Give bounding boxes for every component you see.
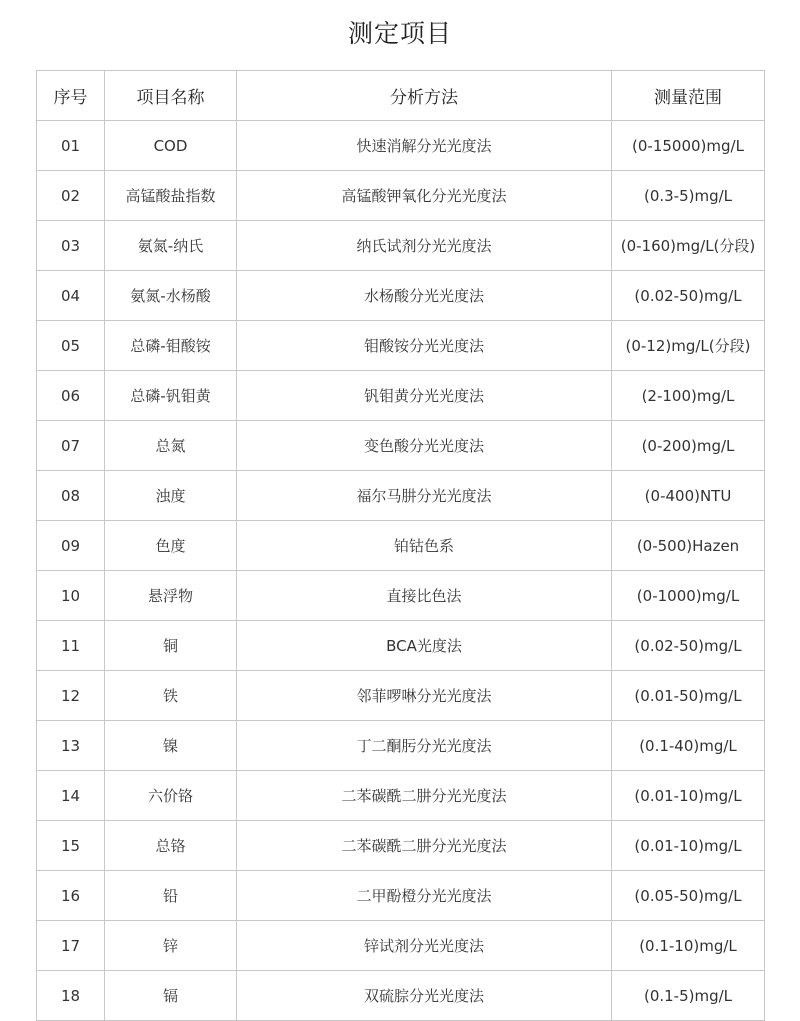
cell-item-name: 锌	[105, 921, 237, 971]
cell-item-name: 镍	[105, 721, 237, 771]
cell-item-name: 镉	[105, 971, 237, 1021]
cell-analysis-method: 锌试剂分光光度法	[237, 921, 612, 971]
table-header-row	[37, 71, 765, 121]
cell-measurement-range: (0.1-10)mg/L	[612, 921, 765, 971]
cell-item-name: COD	[105, 121, 237, 171]
cell-serial-number: 13	[37, 721, 105, 771]
cell-analysis-method: 二甲酚橙分光光度法	[237, 871, 612, 921]
cell-item-name: 总铬	[105, 821, 237, 871]
cell-serial-number: 08	[37, 471, 105, 521]
cell-serial-number: 14	[37, 771, 105, 821]
cell-measurement-range: (0-200)mg/L	[612, 421, 765, 471]
table-row	[37, 671, 765, 721]
cell-item-name: 铅	[105, 871, 237, 921]
cell-analysis-method: 钒钼黄分光光度法	[237, 371, 612, 421]
cell-analysis-method: 纳氏试剂分光光度法	[237, 221, 612, 271]
cell-item-name: 氨氮-纳氏	[105, 221, 237, 271]
cell-analysis-method: 快速消解分光光度法	[237, 121, 612, 171]
cell-serial-number: 12	[37, 671, 105, 721]
cell-analysis-method: 丁二酮肟分光光度法	[237, 721, 612, 771]
table-row	[37, 771, 765, 821]
cell-measurement-range: (0.01-10)mg/L	[612, 771, 765, 821]
table-row	[37, 571, 765, 621]
cell-serial-number: 16	[37, 871, 105, 921]
cell-analysis-method: 钼酸铵分光光度法	[237, 321, 612, 371]
cell-measurement-range: (2-100)mg/L	[612, 371, 765, 421]
cell-item-name: 高锰酸盐指数	[105, 171, 237, 221]
cell-serial-number: 04	[37, 271, 105, 321]
table-row	[37, 171, 765, 221]
cell-measurement-range: (0.02-50)mg/L	[612, 621, 765, 671]
cell-measurement-range: (0.01-50)mg/L	[612, 671, 765, 721]
cell-measurement-range: (0-500)Hazen	[612, 521, 765, 571]
measurement-items-table	[36, 70, 765, 1021]
table-row	[37, 121, 765, 171]
cell-analysis-method: 铂钴色系	[237, 521, 612, 571]
cell-measurement-range: (0-15000)mg/L	[612, 121, 765, 171]
cell-analysis-method: 二苯碳酰二肼分光光度法	[237, 821, 612, 871]
cell-analysis-method: 福尔马肼分光光度法	[237, 471, 612, 521]
cell-item-name: 六价铬	[105, 771, 237, 821]
table-row	[37, 721, 765, 771]
cell-serial-number: 09	[37, 521, 105, 571]
cell-analysis-method: BCA光度法	[237, 621, 612, 671]
cell-measurement-range: (0.1-40)mg/L	[612, 721, 765, 771]
cell-measurement-range: (0-160)mg/L(分段)	[612, 221, 765, 271]
cell-analysis-method: 双硫腙分光光度法	[237, 971, 612, 1021]
cell-analysis-method: 高锰酸钾氧化分光光度法	[237, 171, 612, 221]
header-analysis-method: 分析方法	[237, 71, 612, 121]
table-row	[37, 921, 765, 971]
table-row	[37, 521, 765, 571]
table-row	[37, 221, 765, 271]
cell-measurement-range: (0-400)NTU	[612, 471, 765, 521]
cell-serial-number: 15	[37, 821, 105, 871]
cell-item-name: 总磷-钼酸铵	[105, 321, 237, 371]
cell-measurement-range: (0.3-5)mg/L	[612, 171, 765, 221]
table-row	[37, 471, 765, 521]
table-row	[37, 621, 765, 671]
cell-item-name: 色度	[105, 521, 237, 571]
cell-measurement-range: (0.1-5)mg/L	[612, 971, 765, 1021]
table-row	[37, 821, 765, 871]
cell-analysis-method: 直接比色法	[237, 571, 612, 621]
cell-measurement-range: (0.05-50)mg/L	[612, 871, 765, 921]
table-row	[37, 371, 765, 421]
cell-analysis-method: 水杨酸分光光度法	[237, 271, 612, 321]
cell-analysis-method: 二苯碳酰二肼分光光度法	[237, 771, 612, 821]
header-serial-number: 序号	[37, 71, 105, 121]
cell-item-name: 浊度	[105, 471, 237, 521]
cell-serial-number: 02	[37, 171, 105, 221]
cell-serial-number: 11	[37, 621, 105, 671]
header-measurement-range: 测量范围	[612, 71, 765, 121]
cell-measurement-range: (0-1000)mg/L	[612, 571, 765, 621]
cell-serial-number: 18	[37, 971, 105, 1021]
cell-serial-number: 01	[37, 121, 105, 171]
cell-serial-number: 17	[37, 921, 105, 971]
cell-serial-number: 03	[37, 221, 105, 271]
cell-serial-number: 06	[37, 371, 105, 421]
cell-measurement-range: (0.02-50)mg/L	[612, 271, 765, 321]
header-item-name: 项目名称	[105, 71, 237, 121]
table-row	[37, 421, 765, 471]
cell-item-name: 总磷-钒钼黄	[105, 371, 237, 421]
table-row	[37, 271, 765, 321]
cell-analysis-method: 变色酸分光光度法	[237, 421, 612, 471]
cell-serial-number: 05	[37, 321, 105, 371]
cell-serial-number: 10	[37, 571, 105, 621]
cell-serial-number: 07	[37, 421, 105, 471]
table-body	[37, 121, 765, 1021]
cell-item-name: 铜	[105, 621, 237, 671]
cell-item-name: 总氮	[105, 421, 237, 471]
cell-analysis-method: 邻菲啰啉分光光度法	[237, 671, 612, 721]
table-row	[37, 871, 765, 921]
table-row	[37, 321, 765, 371]
cell-measurement-range: (0.01-10)mg/L	[612, 821, 765, 871]
table-row	[37, 971, 765, 1021]
cell-item-name: 氨氮-水杨酸	[105, 271, 237, 321]
cell-item-name: 铁	[105, 671, 237, 721]
page-title: 测定项目	[347, 19, 452, 48]
cell-measurement-range: (0-12)mg/L(分段)	[612, 321, 765, 371]
cell-item-name: 悬浮物	[105, 571, 237, 621]
